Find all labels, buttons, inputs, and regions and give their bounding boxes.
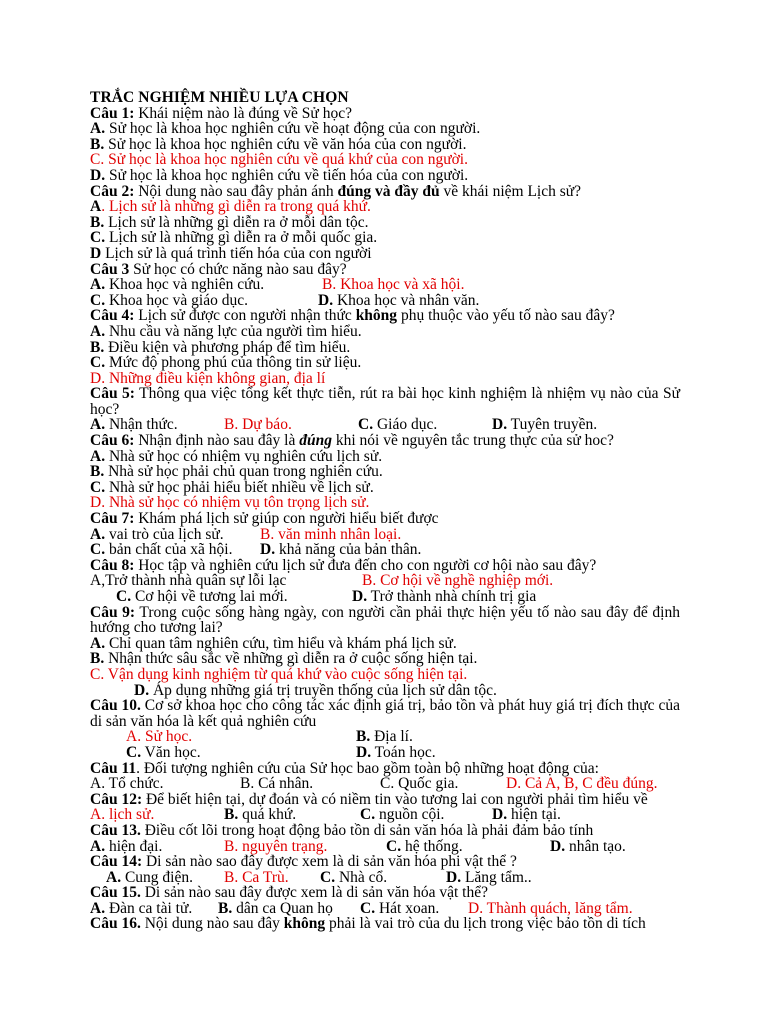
option-c xyxy=(90,230,680,246)
option-d xyxy=(90,683,680,699)
correct-answer-b: B. Cơ hội về nghề nghiệp mới. xyxy=(362,572,554,590)
option-label: C. xyxy=(90,229,106,247)
option-a xyxy=(106,870,193,886)
option-a: A,Trở thành nhà quân sự lỗi lạc xyxy=(90,572,287,590)
options-row xyxy=(90,729,680,745)
question-2 xyxy=(90,184,680,200)
option-label: A. xyxy=(90,837,106,855)
option-label: A xyxy=(90,198,102,216)
correct-answer-d: D. Những điều kiện không gian, địa lí xyxy=(90,369,326,387)
option-b xyxy=(90,340,680,356)
option-label: A. xyxy=(90,899,106,917)
correct-answer-a: A. Sử học. xyxy=(126,728,193,746)
option-label: C. xyxy=(116,588,132,605)
option-text: Toán học. xyxy=(371,743,436,761)
question-1 xyxy=(90,106,680,122)
option-d xyxy=(356,745,436,761)
option-text: Lịch sử là những gì diễn ra ở mỗi quốc gia. xyxy=(105,229,378,247)
option-b xyxy=(356,729,413,745)
option-text: Đàn ca tài tử. xyxy=(105,899,193,917)
option-text: Hát xoan. xyxy=(375,899,440,917)
correct-answer-b: B. nguyên trạng. xyxy=(224,837,328,855)
question-label: Câu 5: xyxy=(90,385,135,403)
correct-answer-d: D. Thành quách, lăng tẩm. xyxy=(468,899,633,917)
option-d xyxy=(550,839,626,855)
question-text: Di sản nào sau đây được xem là di sản văn hóa vật thể? xyxy=(140,884,488,902)
option-text: Nhà sử học có nhiệm vụ nghiên cứu lịch sử. xyxy=(105,447,383,465)
question-text: Cơ sở khoa học cho công tác xác định giá trị, bảo tồn và phát huy giá trị đích thực của di sản văn hóa là kết quả nghiên cứu xyxy=(90,697,680,730)
option-label: D. xyxy=(260,541,276,559)
question-9 xyxy=(90,605,680,636)
option-d xyxy=(90,168,680,184)
option-d xyxy=(446,870,532,886)
option-label: D. xyxy=(134,681,150,699)
options-row xyxy=(90,870,680,886)
question-label: Câu 13. xyxy=(90,821,141,839)
question-text: Học tập và nghiên cứu lịch sử đưa đến cho con người cơ hội nào sau đây? xyxy=(134,556,597,574)
option-c xyxy=(90,541,232,558)
option-label: B. xyxy=(218,899,233,917)
option-label: A. xyxy=(90,276,106,294)
question-emphasis: không xyxy=(283,915,326,933)
option-text: Khoa học và giáo dục. xyxy=(105,291,248,309)
option-label: D. xyxy=(90,166,106,184)
option-label: C. xyxy=(90,541,106,559)
question-emphasis: không xyxy=(355,307,398,325)
question-text: phải là vai trò của du lịch trong việc bảo tồn di tích xyxy=(325,915,646,933)
option-text: Áp dụng những giá trị truyền thống của lịch sử dân tộc. xyxy=(149,681,497,699)
option-text: Khoa học và nhân văn. xyxy=(333,291,480,309)
question-text: Khái niệm nào là đúng về Sử học? xyxy=(134,104,352,122)
option-c xyxy=(386,839,463,855)
option-text: hiện đại. xyxy=(105,837,163,855)
option-label: C. xyxy=(358,416,374,434)
option-text: Cơ hội về tương lai mới. xyxy=(131,588,288,605)
options-row xyxy=(90,807,680,823)
option-text: quá khứ. xyxy=(238,806,297,824)
option-text: Điều kiện và phương pháp để tìm hiểu. xyxy=(104,338,351,356)
option-text: Tuyên truyền. xyxy=(507,416,598,434)
correct-answer-b: B. Ca Trù. xyxy=(224,868,289,886)
question-label: Câu 3 xyxy=(90,260,130,278)
question-emphasis: đúng xyxy=(299,432,332,450)
option-a xyxy=(90,636,680,652)
options-row xyxy=(90,417,680,433)
question-text: Nội dung nào sau đây xyxy=(140,915,284,933)
option-a xyxy=(90,121,680,137)
correct-answer-b: B. văn minh nhân loại. xyxy=(260,525,402,543)
option-label: A. xyxy=(90,322,106,340)
option-b xyxy=(90,137,680,153)
option-text: Địa lí. xyxy=(370,728,413,746)
option-text: Nhà sử học phải hiểu biết nhiều về lịch sử. xyxy=(105,478,374,496)
option-text: khả năng của bản thân. xyxy=(275,541,422,559)
option-label: A. xyxy=(90,416,106,434)
correct-answer-d: D. Cả A, B, C đều đúng. xyxy=(506,775,658,793)
option-label: B. xyxy=(90,338,105,356)
option-d xyxy=(492,807,561,823)
option-text: Lăng tẩm.. xyxy=(461,868,532,886)
question-5 xyxy=(90,386,680,417)
option-b xyxy=(90,464,680,480)
option-d xyxy=(260,542,421,558)
question-label: Câu 16. xyxy=(90,915,141,933)
question-16 xyxy=(90,916,680,932)
question-6 xyxy=(90,433,680,449)
option-c xyxy=(320,870,387,886)
correct-answer-c: C. Sử học là khoa học nghiên cứu về quá khứ của con người. xyxy=(90,151,468,169)
option-label: A. xyxy=(90,634,106,652)
option-text: Nhận thức. xyxy=(105,416,178,434)
correct-answer-a: A. lịch sử. xyxy=(90,806,155,824)
option-d xyxy=(318,293,479,309)
options-row xyxy=(90,293,680,309)
option-b xyxy=(218,901,333,917)
option-label: D. xyxy=(550,837,566,855)
correct-answer-a xyxy=(90,199,680,215)
question-text: Nội dung nào sau đây phản ánh xyxy=(134,182,338,200)
option-label: C. xyxy=(90,478,106,496)
option-a xyxy=(90,324,680,340)
question-7 xyxy=(90,511,680,527)
question-text: Khám phá lịch sử giúp con người hiểu biết được xyxy=(134,510,439,528)
option-text: Khoa học và nghiên cứu. xyxy=(105,276,265,294)
question-label: Câu 15. xyxy=(90,884,141,902)
option-a xyxy=(90,900,192,917)
option-label: C. xyxy=(360,899,376,917)
question-text: Lịch sử được con người nhận thức xyxy=(134,307,356,325)
option-label: B. xyxy=(90,650,105,668)
option-label: B. xyxy=(224,806,239,824)
option-text: Sử học là khoa học nghiên cứu về hoạt động của con người. xyxy=(105,120,481,138)
question-3 xyxy=(90,262,680,278)
option-c: C. Quốc gia. xyxy=(380,775,459,793)
option-label: B. xyxy=(90,135,105,153)
option-b: B. Cá nhân. xyxy=(240,775,314,793)
question-text: Sử học có chức năng nào sau đây? xyxy=(129,260,347,278)
correct-answer-b: B. Dự báo. xyxy=(224,416,292,434)
option-label: C. xyxy=(320,868,336,886)
option-a xyxy=(90,276,264,293)
question-text: Nhận định nào sau đây là xyxy=(134,432,300,450)
option-label: A. xyxy=(90,447,106,465)
option-text: hệ thống. xyxy=(401,837,463,855)
option-text: nhân tạo. xyxy=(565,837,626,855)
option-label: D xyxy=(90,244,102,262)
question-text: khi nói về nguyên tắc trung thực của sử hoc? xyxy=(331,432,614,450)
question-8 xyxy=(90,558,680,574)
question-label: Câu 2: xyxy=(90,182,135,200)
question-4 xyxy=(90,308,680,324)
option-label: B. xyxy=(90,463,105,481)
option-text: Văn học. xyxy=(141,743,201,761)
question-13 xyxy=(90,823,680,839)
question-text: Thông qua việc tổng kết thực tiễn, rút ra bài học kinh nghiệm là nhiệm vụ nào của Sử học? xyxy=(90,385,680,418)
option-text: Mức độ phong phú của thông tin sử liệu. xyxy=(105,354,362,372)
option-label: D. xyxy=(318,291,334,309)
option-label: D. xyxy=(352,588,368,605)
option-b xyxy=(224,807,296,823)
question-text: phụ thuộc vào yếu tố nào sau đây? xyxy=(397,307,615,325)
options-row xyxy=(90,839,680,855)
option-d xyxy=(492,417,597,433)
option-c xyxy=(126,745,201,761)
question-label: Câu 12: xyxy=(90,790,143,808)
correct-answer-c: C. Vận dụng kinh nghiệm từ quá khứ vào cuộc sống hiện tại. xyxy=(90,665,468,683)
option-text: Nhà cổ. xyxy=(335,868,388,886)
option-text: Nhà sử học phải chủ quan trong nghiên cứu. xyxy=(104,463,383,481)
option-text: Nhu cầu và năng lực của người tìm hiểu. xyxy=(105,322,362,340)
document-page xyxy=(90,90,680,932)
option-text: nguồn cội. xyxy=(375,806,445,824)
option-a xyxy=(90,838,162,855)
option-text: bản chất của xã hội. xyxy=(105,541,233,559)
option-c xyxy=(90,292,248,309)
options-row xyxy=(90,901,680,917)
option-c xyxy=(360,901,439,917)
option-text: Nhận thức sâu sắc về những gì diễn ra ở cuộc sống hiện tại. xyxy=(104,650,478,668)
question-emphasis: đúng và đầy đủ xyxy=(337,182,440,200)
question-text: Để biết hiện tại, dự đoán và có niềm tin vào tương lai con người phải tìm hiểu về xyxy=(142,790,648,808)
option-a xyxy=(90,449,680,465)
option-text: dân ca Quan họ xyxy=(232,899,333,917)
options-row xyxy=(90,745,680,761)
option-label: C. xyxy=(386,837,402,855)
option-c xyxy=(90,480,680,496)
option-label: C. xyxy=(90,354,106,372)
option-text: Cung điện. xyxy=(121,868,193,886)
option-c xyxy=(358,417,437,433)
option-d-content xyxy=(134,683,497,699)
option-label: D. xyxy=(492,806,508,824)
option-label: A. xyxy=(90,120,106,138)
option-label: B. xyxy=(356,728,371,746)
option-text: Chỉ quan tâm nghiên cứu, tìm hiểu và khám phá lịch sử. xyxy=(105,634,457,652)
question-label: Câu 14: xyxy=(90,853,143,871)
option-c xyxy=(360,807,444,823)
question-label: Câu 9: xyxy=(90,603,136,621)
options-row xyxy=(90,277,680,293)
question-label: Câu 7: xyxy=(90,510,135,528)
option-c xyxy=(116,589,288,605)
question-12 xyxy=(90,792,680,808)
option-c xyxy=(90,355,680,371)
option-a xyxy=(90,526,224,543)
option-text: Sử học là khoa học nghiên cứu về tiến hóa của con người. xyxy=(105,166,469,184)
option-text: . Lịch sử là những gì diễn ra trong quá khứ. xyxy=(101,198,371,216)
options-row xyxy=(90,573,680,589)
option-text: hiện tại. xyxy=(507,806,561,824)
options-row xyxy=(90,527,680,543)
option-a: A. Tổ chức. xyxy=(90,775,164,793)
option-label: D. xyxy=(356,743,372,761)
question-label: Câu 1: xyxy=(90,104,135,122)
question-15 xyxy=(90,885,680,901)
option-b xyxy=(90,651,680,667)
option-label: A. xyxy=(106,868,122,886)
correct-answer-d: D. Nhà sử học có nhiệm vụ tôn trọng lịch sử. xyxy=(90,494,370,512)
option-text: Sử học là khoa học nghiên cứu về văn hóa của con người. xyxy=(104,135,467,153)
option-label: A. xyxy=(90,525,106,543)
option-text: Lịch sử là những gì diễn ra ở mỗi dân tộc. xyxy=(104,213,369,231)
options-row xyxy=(90,776,680,792)
option-a xyxy=(90,416,178,433)
question-text: . Đối tượng nghiên cứu của Sử học bao gồm toàn bộ những hoạt động của: xyxy=(136,759,599,777)
question-label: Câu 6: xyxy=(90,432,135,450)
page-title: TRẮC NGHIỆM NHIỀU LỰA CHỌN xyxy=(90,89,349,106)
option-label: D. xyxy=(492,416,508,434)
question-label: Câu 11 xyxy=(90,759,137,777)
question-10 xyxy=(90,698,680,729)
option-b xyxy=(90,215,680,231)
question-text: Di sản nào sao đây được xem là di sản văn hóa phi vật thể ? xyxy=(142,853,517,871)
question-text: Điều cốt lõi trong hoạt động bảo tồn di sản văn hóa là phải đảm bảo tính xyxy=(140,821,594,839)
correct-answer-b: B. Khoa học và xã hội. xyxy=(322,276,465,294)
option-label: D. xyxy=(446,868,462,886)
option-text: Trở thành nhà chính trị gia xyxy=(367,588,537,605)
question-text: về khái niệm Lịch sử? xyxy=(439,182,582,200)
options-row xyxy=(90,589,680,605)
option-label: C. xyxy=(360,806,376,824)
question-label: Câu 8: xyxy=(90,556,135,574)
question-14 xyxy=(90,854,680,870)
option-label: C. xyxy=(90,291,106,309)
question-text: Trong cuộc sống hàng ngày, con người cần phải thực hiện yếu tố nào sau đây để định hướng cho tương lai? xyxy=(90,603,680,637)
option-label: C. xyxy=(126,743,142,761)
options-row xyxy=(90,542,680,558)
question-11 xyxy=(90,761,680,777)
option-label: B. xyxy=(90,213,105,231)
question-label: Câu 4: xyxy=(90,307,135,325)
option-text: vai trò của lịch sử. xyxy=(105,525,224,543)
option-d xyxy=(90,246,680,262)
question-label: Câu 10. xyxy=(90,697,141,715)
option-d xyxy=(352,589,536,605)
option-text: Lịch sử là quá trình tiến hóa của con người xyxy=(101,244,372,262)
option-text: Giáo dục. xyxy=(373,416,438,434)
